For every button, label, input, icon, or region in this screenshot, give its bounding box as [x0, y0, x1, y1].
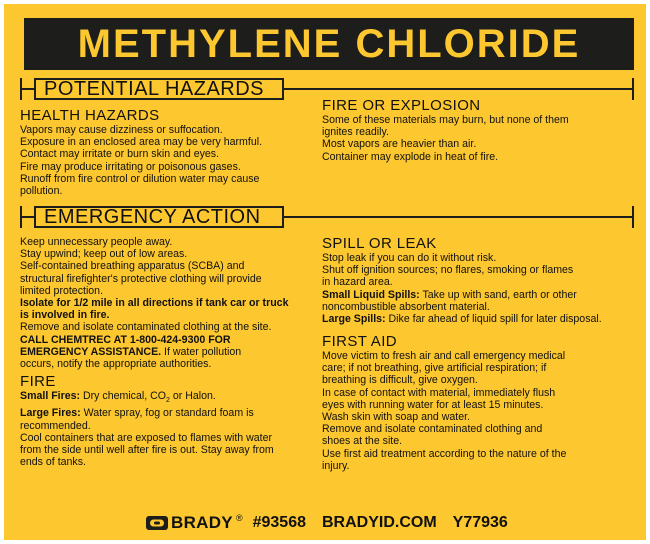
text-line [322, 313, 602, 325]
fire-heading: FIRE [20, 373, 56, 390]
website: BRADYID.COM [321, 514, 437, 531]
text-line: breathing is difficult, give oxygen. [322, 374, 478, 387]
text-line [20, 390, 274, 407]
product-code: #93568 [252, 514, 306, 531]
fire-text [20, 390, 274, 468]
health-hazards-text [20, 124, 262, 197]
spill-or-leak-heading: SPILL OR LEAK [322, 235, 437, 252]
text-line: Move victim to fresh air and call emergency medical [322, 350, 566, 362]
text-line: Vapors may cause dizziness or suffocation. [20, 124, 223, 136]
text-line: Cool containers that are exposed to flames with water [20, 431, 273, 444]
safety-label [4, 4, 646, 540]
brady-logo [146, 513, 247, 533]
emergency-action-text [20, 236, 288, 370]
text-line: limited protection. [20, 284, 104, 297]
text-fragment: Dike far ahead of liquid spill for later disposal. [385, 313, 602, 326]
fire-or-explosion-heading: FIRE OR EXPLOSION [322, 97, 481, 114]
text-line: Keep unnecessary people away. [20, 236, 173, 248]
text-fragment: Water spray, fog or standard foam is [80, 407, 254, 420]
text-fragment: or Halon. [169, 390, 216, 402]
large-spills-label: Large Spills: [322, 313, 386, 326]
emergency-action-heading: EMERGENCY ACTION [44, 206, 261, 228]
chemical-title: METHYLENE CHLORIDE [77, 21, 581, 66]
first-aid-heading: FIRST AID [322, 333, 398, 350]
text-line [20, 346, 288, 358]
text-line: pollution. [20, 185, 63, 198]
chemtrec-line: EMERGENCY ASSISTANCE. [20, 345, 162, 358]
isolation-warning: is involved in fire. [20, 309, 110, 322]
text-line: in hazard area. [322, 276, 393, 289]
text-line: care; if not breathing, give artificial respiration; if [322, 362, 547, 375]
potential-hazards-heading: POTENTIAL HAZARDS [44, 78, 265, 100]
brand-name: BRADY [171, 513, 233, 532]
text-line: shoes at the site. [322, 435, 403, 448]
text-line: Most vapors are heavier than air. [322, 138, 477, 151]
small-fires-label: Small Fires: [20, 390, 81, 402]
item-code: Y77936 [452, 514, 508, 531]
text-line: ignites readily. [322, 126, 389, 139]
text-line: Stop leak if you can do it without risk. [322, 252, 497, 264]
emergency-action-box [34, 206, 284, 228]
text-line: Contact may irritate or burn skin and eyes. [20, 148, 220, 161]
title-bar [24, 18, 634, 70]
registered-mark: ® [235, 513, 243, 523]
text-line: structural firefighter's protective clothing will provide [20, 272, 262, 285]
large-fires-label: Large Fires: [20, 407, 81, 420]
text-fragment: If water pollution [161, 345, 242, 358]
text-line: ends of tanks. [20, 456, 86, 469]
chemtrec-line: CALL CHEMTREC AT 1-800-424-9300 FOR [20, 333, 231, 346]
text-line: injury. [322, 459, 350, 472]
text-line: Exposure in an enclosed area may be very harmful. [20, 136, 263, 149]
text-line: Remove and isolate contaminated clothing at the site. [20, 321, 272, 334]
first-aid-text [322, 350, 566, 472]
fire-or-explosion-text [322, 114, 569, 163]
text-line: Use first aid treatment according to the nature of the [322, 447, 567, 460]
text-line: noncombustible absorbent material. [322, 300, 490, 313]
text-line: Stay upwind; keep out of low areas. [20, 248, 188, 261]
text-line: Self-contained breathing apparatus (SCBA) and [20, 260, 245, 273]
text-line: Some of these materials may burn, but none of them [322, 114, 569, 126]
text-line: In case of contact with material, immediately flush [322, 386, 556, 399]
label-footer [146, 512, 508, 534]
text-line: recommended. [20, 419, 91, 432]
text-line [322, 289, 602, 301]
banner-tick [632, 206, 634, 228]
text-fragment: Take up with sand, earth or other [419, 288, 577, 301]
subscript: 2 [166, 397, 170, 405]
text-line [20, 407, 274, 419]
text-line: Wash skin with soap and water. [322, 411, 470, 424]
small-spills-label: Small Liquid Spills: [322, 288, 420, 301]
text-fragment: Dry chemical, CO [80, 390, 167, 402]
text-line: from the side until well after fire is out. Stay away from [20, 443, 274, 456]
text-line: Remove and isolate contaminated clothing and [322, 423, 543, 436]
isolation-warning: Isolate for 1/2 mile in all directions if tank car or truck [20, 297, 289, 310]
emergency-action-banner [20, 206, 634, 228]
text-line: eyes with running water for at least 15 minutes. [322, 398, 544, 411]
brady-mark-icon [146, 516, 168, 530]
text-line: Shut off ignition sources; no flares, smoking or flames [322, 264, 574, 277]
text-line: Runoff from fire control or dilution water may cause [20, 172, 260, 185]
banner-tick [20, 78, 22, 100]
text-line: Container may explode in heat of fire. [322, 150, 499, 163]
banner-tick [632, 78, 634, 100]
health-hazards-heading: HEALTH HAZARDS [20, 107, 160, 124]
potential-hazards-box [34, 78, 284, 100]
text-line: Fire may produce irritating or poisonous gases. [20, 160, 241, 173]
banner-tick [20, 206, 22, 228]
spill-or-leak-text [322, 252, 602, 325]
text-line: occurs, notify the appropriate authorities. [20, 358, 212, 371]
